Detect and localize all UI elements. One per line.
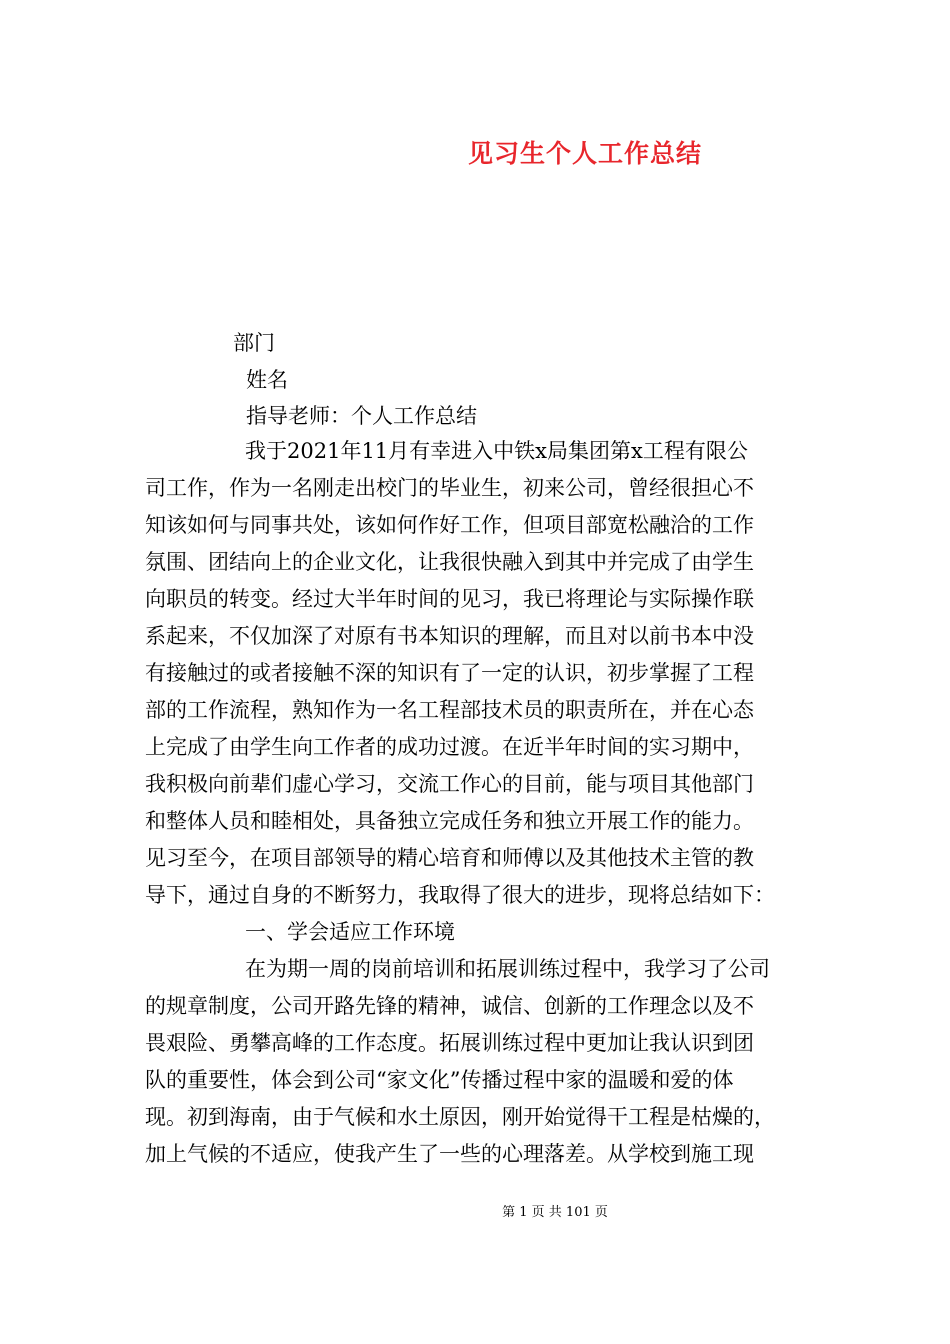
paragraph-line: 有接触过的或者接触不深的知识有了一定的认识，初步掌握了工程 (145, 661, 754, 685)
section-heading-text: 一、学会适应工作环境 (245, 920, 455, 944)
paragraph-line: 系起来，不仅加深了对原有书本知识的理解，而且对以前书本中没 (145, 624, 754, 648)
name-field: 姓名 (246, 368, 288, 392)
paragraph-section-one (145, 951, 815, 1173)
paragraph-line: 部的工作流程，熟知作为一名工程部技术员的职责所在，并在心态 (145, 698, 754, 722)
advisor-field: 指导老师：个人工作总结 (246, 404, 477, 428)
paragraph-line: 导下，通过自身的不断努力，我取得了很大的进步，现将总结如下： (145, 883, 775, 907)
paragraph-line: 上完成了由学生向工作者的成功过渡。在近半年时间的实习期中， (145, 735, 754, 759)
page-footer: 第 1 页 共 101 页 (502, 1205, 608, 1220)
paragraph-line: 氛围、团结向上的企业文化，让我很快融入到其中并完成了由学生 (145, 550, 754, 574)
paragraph-line: 向职员的转变。经过大半年时间的见习，我已将理论与实际操作联 (145, 587, 754, 611)
paragraph-line: 我于2021年11月有幸进入中铁x局集团第x工程有限公 (245, 439, 748, 463)
paragraph-line: 队的重要性，体会到公司“家文化”传播过程中家的温暖和爱的体 (145, 1068, 734, 1092)
paragraph-line: 司工作，作为一名刚走出校门的毕业生，初来公司，曾经很担心不 (145, 476, 754, 500)
paragraph-line: 的规章制度，公司开路先锋的精神，诚信、创新的工作理念以及不 (145, 994, 754, 1018)
paragraph-line: 见习至今，在项目部领导的精心培育和师傅以及其他技术主管的教 (145, 846, 754, 870)
department-field: 部门 (233, 331, 275, 355)
paragraph-line: 在为期一周的岗前培训和拓展训练过程中，我学习了公司 (245, 957, 770, 981)
paragraph-line: 现。初到海南，由于气候和水土原因，刚开始觉得干工程是枯燥的， (145, 1105, 775, 1129)
section-heading (145, 914, 815, 951)
paragraph-line: 知该如何与同事共处，该如何作好工作，但项目部宽松融洽的工作 (145, 513, 754, 537)
paragraph-line: 我积极向前辈们虚心学习，交流工作心的目前，能与项目其他部门 (145, 772, 754, 796)
paragraph-line: 畏艰险、勇攀高峰的工作态度。拓展训练过程中更加让我认识到团 (145, 1031, 754, 1055)
paragraph-intro (145, 433, 815, 914)
paragraph-line: 和整体人员和睦相处，具备独立完成任务和独立开展工作的能力。 (145, 809, 754, 833)
paragraph-line: 加上气候的不适应，使我产生了一些的心理落差。从学校到施工现 (145, 1142, 754, 1166)
document-title: 见习生个人工作总结 (468, 139, 703, 168)
